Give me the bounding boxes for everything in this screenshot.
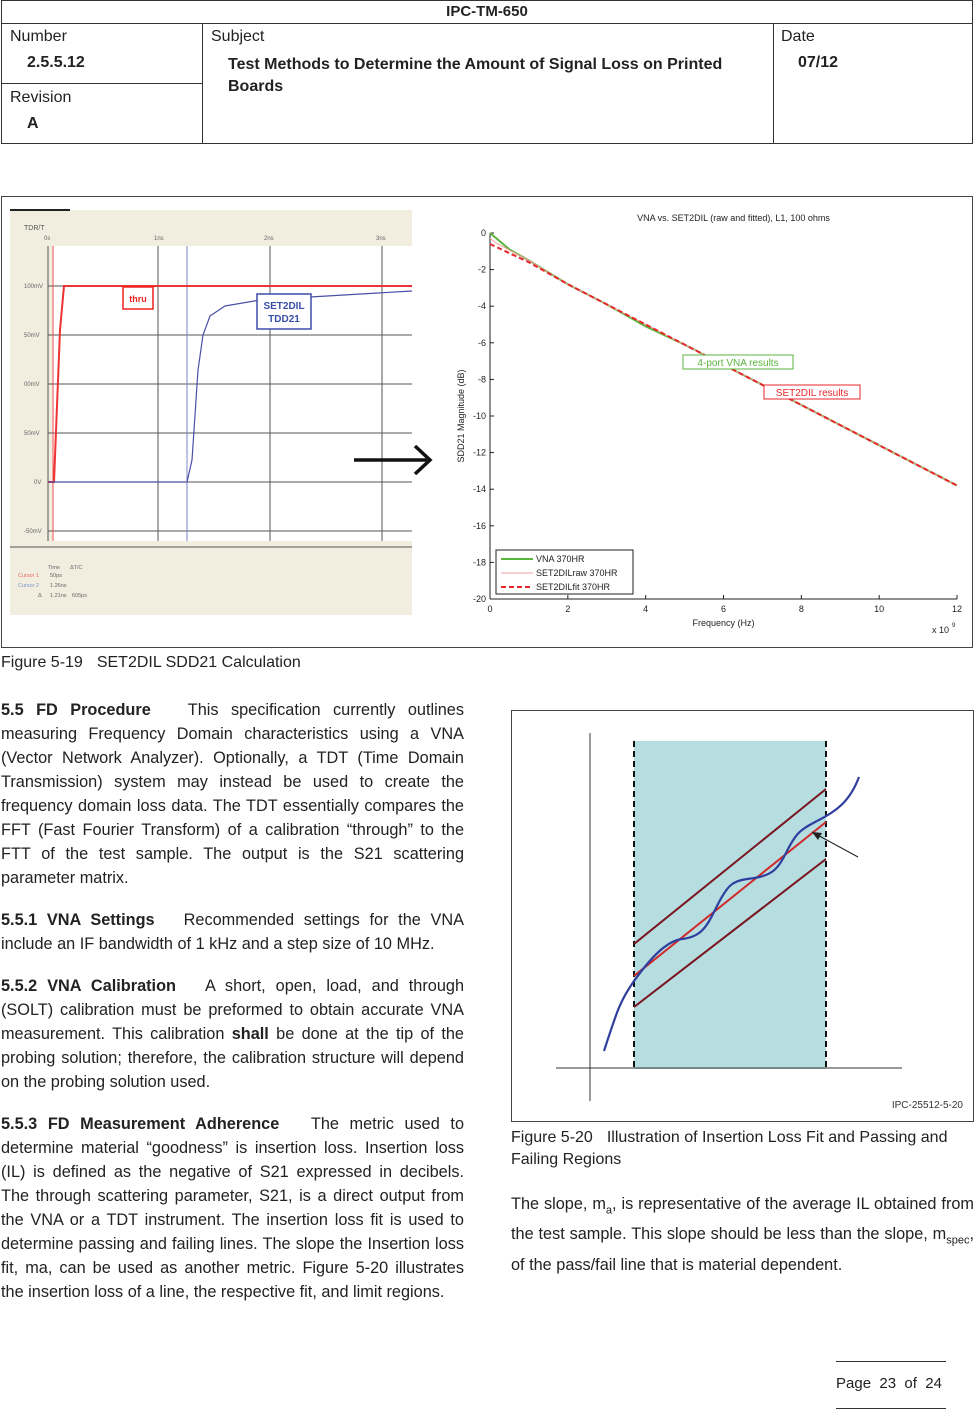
set2dil-label-2: TDD21 [268, 314, 300, 325]
annotation-set2dil: SET2DIL results [775, 388, 849, 399]
delta-label: Δ [38, 593, 42, 599]
tdr-y-tick: -50mV [24, 529, 42, 535]
tdr-y-tick: 50mV [24, 333, 40, 339]
revision-label: Revision [10, 89, 72, 106]
tdr-x-tick: 0s [44, 236, 51, 242]
number-label: Number [10, 28, 67, 45]
section-body: The metric used to determine material “goodness” is insertion loss. Insertion loss (IL) is defined as the negative of S21 expressed in decibels. The through scattering parameter, S21, is a direct output from the VNA or a TDT instrument. The insertion loss fit is used to determine passing and failing lines. The slope the Insertion loss fit, ma, can be used as another metric. Figure 5-20 illustrates the insertion loss of a line, the respective fit, and limit regions. [1, 1115, 464, 1301]
passing-region [634, 741, 826, 1069]
section-body: be done at the tip of the probing solution; therefore, the calibration structure will depend on the probing solution used. [1, 1025, 464, 1091]
subscript: a [605, 1204, 613, 1217]
figure-5-19-caption [1, 654, 301, 672]
x-tick-label: 0 [487, 604, 493, 614]
tdr-x-tick: 1ns [154, 236, 164, 242]
section-heading: 5.5.3 FD Measurement Adherence [1, 1115, 280, 1133]
caption-number: Figure 5-20 [511, 1129, 593, 1146]
tdr-y-tick: 50mV [24, 431, 40, 437]
body-left-column [1, 698, 464, 1322]
cursor-1-label: Cursor 1 [18, 573, 40, 579]
section-heading: 5.5.1 VNA Settings [1, 911, 155, 929]
tdr-screenshot [10, 210, 412, 615]
delta-time: 1.21ns [50, 593, 67, 599]
tdr-title: TDR/T [24, 225, 45, 232]
legend-label: SET2DILfit 370HR [536, 582, 611, 592]
tdr-y-tick: 00mV [24, 382, 40, 388]
section-5-5-2 [1, 974, 464, 1094]
document-header [1, 0, 973, 144]
figure-id-label: IPC-25512-5-20 [891, 1100, 963, 1111]
section-5-5-3 [1, 1112, 464, 1304]
x-tick-label: 12 [951, 604, 963, 614]
y-tick-label: -14 [472, 484, 486, 495]
delta-dt: 605ps [72, 593, 87, 599]
page-label: Page [836, 1375, 872, 1392]
y-tick-label: -4 [477, 301, 486, 312]
section-heading: 5.5.2 VNA Calibration [1, 977, 176, 995]
paragraph-text: , of the pass/fail line that is material dependent. [511, 1225, 974, 1274]
chart-title: VNA vs. SET2DIL (raw and fitted), L1, 100 ohms [637, 213, 830, 223]
x-tick-label: 10 [874, 604, 885, 614]
paragraph-text: , is representative of the average IL obtained from the test sample. This slope should be less than the slope, m [511, 1195, 974, 1244]
sdd21-chart [456, 213, 962, 635]
thru-label: thru [129, 294, 147, 304]
y-tick-label: -10 [472, 411, 486, 421]
y-axis-label: SDD21 Magnitude (dB) [456, 369, 466, 463]
section-body: A short, open, load, and through (SOLT) calibration must be preformed to obtain accurate VNA measurement. This calibration [1, 977, 464, 1043]
x-axis-label: Frequency (Hz) [692, 618, 755, 628]
tdr-y-tick: 100mV [24, 284, 44, 290]
cursor-1-time: 50ps [50, 573, 62, 579]
y-tick-label: -6 [477, 337, 486, 348]
caption-number: Figure 5-19 [1, 654, 83, 671]
figure-5-20 [511, 710, 974, 1122]
y-tick-label: -2 [477, 264, 486, 275]
set2dil-label-1: SET2DIL [263, 301, 305, 312]
tdr-x-tick: 3ns [376, 236, 386, 242]
caption-text: SET2DIL SDD21 Calculation [96, 654, 301, 671]
legend-label: VNA 370HR [536, 554, 585, 564]
tdr-y-tick: 0V [34, 480, 42, 486]
subject-value: Test Methods to Determine the Amount of Signal Loss on Printed Boards [228, 56, 723, 95]
y-tick-label: -8 [477, 374, 486, 385]
subscript: spec [946, 1234, 970, 1247]
legend-label: SET2DILraw 370HR [536, 568, 618, 578]
y-tick-label: -16 [472, 520, 486, 531]
number-value: 2.5.5.12 [27, 54, 85, 71]
subject-label: Subject [211, 28, 265, 45]
x-tick-label: 4 [643, 604, 649, 614]
cursor-2-label: Cursor 2 [18, 583, 40, 589]
annotation-vna: 4-port VNA results [697, 358, 779, 369]
section-5-5-1 [1, 908, 464, 956]
header-title: IPC-TM-650 [2, 1, 972, 24]
revision-value: A [27, 115, 39, 132]
section-5-5 [1, 698, 464, 890]
section-heading: 5.5 FD Procedure [1, 701, 151, 719]
cursor-header: ΔT/C [70, 565, 83, 571]
cursor-2-time: 1.26ns [50, 583, 67, 589]
x-tick-label: 6 [720, 604, 727, 614]
section-body: This specification currently outlines measuring Frequency Domain characteristics using a VNA (Vector Network Analyzer). Optionally, a TDT (Time Domain Transmission) system may instead be used to create the frequency domain loss data. The TDT essentially compares the FFT (Fast Fourier Transform) of a calibration “through” to the FTT of the test sample. The output is the S21 scattering parameter matrix. [1, 701, 464, 887]
x-exponent: 9 [952, 623, 956, 629]
y-tick-label: -20 [472, 594, 486, 604]
page-total: 24 [925, 1375, 942, 1392]
page-number: 23 [879, 1375, 897, 1392]
section-body: Recommended settings for the VNA include an IF bandwidth of 1 kHz and a step size of 10 MHz. [1, 911, 464, 953]
x-tick-label: 8 [798, 604, 804, 614]
page-footer [836, 1361, 946, 1409]
x-multiplier: x 10 [932, 625, 950, 635]
figure-5-19 [1, 196, 973, 648]
of-label: of [904, 1375, 917, 1392]
caption-text: Illustration of Insertion Loss Fit and Passing and Failing Regions [511, 1129, 948, 1168]
tdr-x-tick: 2ns [264, 236, 274, 242]
y-tick-label: -12 [472, 447, 486, 458]
shall-keyword: shall [231, 1025, 269, 1043]
figure-5-20-caption [511, 1127, 974, 1171]
date-value: 07/12 [798, 54, 839, 71]
date-label: Date [781, 28, 815, 45]
paragraph-text: The slope, m [511, 1195, 606, 1213]
x-tick-label: 2 [565, 604, 571, 614]
slope-paragraph [511, 1192, 974, 1277]
cursor-header: Time [48, 565, 61, 571]
y-tick-label: -18 [472, 557, 486, 568]
y-tick-label: 0 [480, 228, 486, 238]
